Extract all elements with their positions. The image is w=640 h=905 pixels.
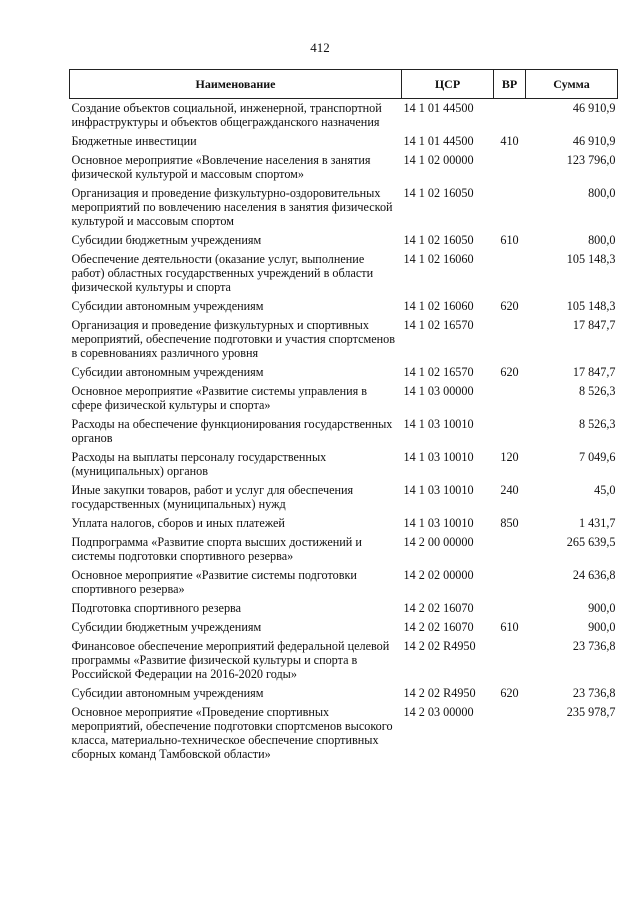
cell-name: Подготовка спортивного резерва bbox=[71, 601, 242, 615]
table-row bbox=[70, 297, 618, 316]
cell-name: Субсидии автономным учреждениям bbox=[71, 686, 264, 700]
cell-sum: 8 526,3 bbox=[578, 384, 616, 398]
table-row bbox=[70, 637, 618, 684]
cell-sum: 235 978,7 bbox=[566, 705, 616, 719]
cell-vr: 620 bbox=[500, 299, 519, 313]
cell-csr: 14 1 01 44500 bbox=[403, 101, 474, 115]
cell-vr bbox=[494, 382, 526, 415]
cell-name: Подпрограмма «Развитие спорта высших достижений и системы подготовки спортивного резерва» bbox=[71, 535, 362, 563]
cell-csr: 14 1 03 10010 bbox=[403, 450, 474, 464]
cell-name: Бюджетные инвестиции bbox=[71, 134, 197, 148]
table-body bbox=[70, 99, 618, 765]
cell-vr: 610 bbox=[500, 233, 519, 247]
table-header bbox=[70, 70, 618, 99]
table-row bbox=[70, 566, 618, 599]
cell-vr: 620 bbox=[500, 686, 519, 700]
cell-sum: 8 526,3 bbox=[578, 417, 616, 431]
column-header-sum: Сумма bbox=[526, 70, 618, 99]
table-row bbox=[70, 618, 618, 637]
cell-vr: 240 bbox=[500, 483, 519, 497]
table-row bbox=[70, 151, 618, 184]
cell-name: Организация и проведение физкультурно-оздоровительных мероприятий по вовлечению населения в занятия физической культурой и массовым спортом bbox=[71, 186, 393, 228]
cell-csr: 14 2 02 16070 bbox=[403, 620, 474, 634]
table-row bbox=[70, 448, 618, 481]
cell-csr: 14 2 03 00000 bbox=[403, 705, 474, 719]
cell-vr: 850 bbox=[500, 516, 519, 530]
cell-sum: 900,0 bbox=[588, 601, 616, 615]
cell-name: Расходы на обеспечение функционирования государственных органов bbox=[71, 417, 393, 445]
cell-vr bbox=[494, 599, 526, 618]
table-row bbox=[70, 363, 618, 382]
cell-name: Субсидии автономным учреждениям bbox=[71, 365, 264, 379]
cell-name: Субсидии бюджетным учреждениям bbox=[71, 620, 262, 634]
cell-sum: 265 639,5 bbox=[566, 535, 616, 549]
cell-sum: 23 736,8 bbox=[572, 639, 616, 653]
cell-csr: 14 1 03 10010 bbox=[403, 516, 474, 530]
cell-csr: 14 1 02 16570 bbox=[403, 365, 474, 379]
cell-sum: 7 049,6 bbox=[578, 450, 616, 464]
cell-sum: 1 431,7 bbox=[578, 516, 616, 530]
cell-vr bbox=[494, 415, 526, 448]
cell-name: Субсидии бюджетным учреждениям bbox=[71, 233, 262, 247]
table-row bbox=[70, 99, 618, 133]
cell-name: Финансовое обеспечение мероприятий федеральной целевой программы «Развитие физической культуры и спорта в Российской Федерации на 2016-2020 годы» bbox=[71, 639, 390, 681]
cell-vr: 620 bbox=[500, 365, 519, 379]
table-row bbox=[70, 132, 618, 151]
table-row bbox=[70, 599, 618, 618]
cell-sum: 17 847,7 bbox=[572, 365, 616, 379]
cell-csr: 14 2 02 R4950 bbox=[403, 686, 476, 700]
cell-csr: 14 1 03 00000 bbox=[403, 384, 474, 398]
cell-sum: 46 910,9 bbox=[572, 101, 616, 115]
cell-vr bbox=[494, 151, 526, 184]
cell-name: Организация и проведение физкультурных и спортивных мероприятий, обеспечение подготовки и участия спортсменов в соревнованиях различного уровня bbox=[71, 318, 395, 360]
cell-sum: 123 796,0 bbox=[566, 153, 616, 167]
table-row bbox=[70, 514, 618, 533]
cell-vr bbox=[494, 316, 526, 363]
cell-vr bbox=[494, 99, 526, 133]
cell-name: Основное мероприятие «Вовлечение населения в занятия физической культурой и массовым спортом» bbox=[71, 153, 371, 181]
cell-vr bbox=[494, 703, 526, 764]
cell-vr bbox=[494, 250, 526, 297]
cell-csr: 14 1 03 10010 bbox=[403, 417, 474, 431]
table-row bbox=[70, 684, 618, 703]
cell-vr: 410 bbox=[500, 134, 519, 148]
table-row bbox=[70, 250, 618, 297]
header-row bbox=[70, 70, 618, 99]
cell-vr bbox=[494, 533, 526, 566]
column-header-csr: ЦСР bbox=[402, 70, 494, 99]
cell-sum: 45,0 bbox=[594, 483, 616, 497]
cell-sum: 800,0 bbox=[588, 186, 616, 200]
table-row bbox=[70, 415, 618, 448]
table-row bbox=[70, 382, 618, 415]
cell-sum: 105 148,3 bbox=[566, 299, 616, 313]
cell-csr: 14 2 02 16070 bbox=[403, 601, 474, 615]
cell-sum: 900,0 bbox=[588, 620, 616, 634]
table-row bbox=[70, 703, 618, 764]
cell-vr bbox=[494, 184, 526, 231]
column-header-name: Наименование bbox=[70, 70, 402, 99]
cell-name: Расходы на выплаты персоналу государственных (муниципальных) органов bbox=[71, 450, 327, 478]
cell-name: Создание объектов социальной, инженерной, транспортной инфраструктуры и объектов общегражданского назначения bbox=[71, 101, 382, 129]
cell-csr: 14 1 02 16060 bbox=[403, 252, 474, 266]
table-row bbox=[70, 184, 618, 231]
cell-csr: 14 1 02 16060 bbox=[403, 299, 474, 313]
page-number: 412 bbox=[310, 40, 330, 55]
cell-name: Основное мероприятие «Развитие системы подготовки спортивного резерва» bbox=[71, 568, 357, 596]
column-header-vr: ВР bbox=[494, 70, 526, 99]
cell-sum: 23 736,8 bbox=[572, 686, 616, 700]
cell-name: Иные закупки товаров, работ и услуг для обеспечения государственных (муниципальных) нужд bbox=[71, 483, 354, 511]
table-row bbox=[70, 533, 618, 566]
cell-sum: 46 910,9 bbox=[572, 134, 616, 148]
budget-table bbox=[69, 69, 618, 764]
cell-sum: 24 636,8 bbox=[572, 568, 616, 582]
table-row bbox=[70, 231, 618, 250]
cell-csr: 14 1 03 10010 bbox=[403, 483, 474, 497]
cell-name: Уплата налогов, сборов и иных платежей bbox=[71, 516, 285, 530]
cell-sum: 800,0 bbox=[588, 233, 616, 247]
table-row bbox=[70, 481, 618, 514]
table-row bbox=[70, 316, 618, 363]
cell-csr: 14 1 01 44500 bbox=[403, 134, 474, 148]
cell-csr: 14 1 02 16050 bbox=[403, 186, 474, 200]
cell-name: Основное мероприятие «Проведение спортивных мероприятий, обеспечение подготовки спортсменов высокого класса, материально-техническое обеспечение спортивных сборных команд Тамбовской области» bbox=[71, 705, 393, 761]
cell-csr: 14 2 02 00000 bbox=[403, 568, 474, 582]
cell-name: Субсидии автономным учреждениям bbox=[71, 299, 264, 313]
cell-csr: 14 2 00 00000 bbox=[403, 535, 474, 549]
cell-csr: 14 1 02 16050 bbox=[403, 233, 474, 247]
cell-vr bbox=[494, 566, 526, 599]
cell-vr: 610 bbox=[500, 620, 519, 634]
cell-sum: 17 847,7 bbox=[572, 318, 616, 332]
cell-csr: 14 1 02 16570 bbox=[403, 318, 474, 332]
cell-vr: 120 bbox=[500, 450, 519, 464]
cell-vr bbox=[494, 637, 526, 684]
cell-csr: 14 2 02 R4950 bbox=[403, 639, 476, 653]
cell-name: Основное мероприятие «Развитие системы управления в сфере физической культуры и спорта» bbox=[71, 384, 368, 412]
cell-csr: 14 1 02 00000 bbox=[403, 153, 474, 167]
cell-sum: 105 148,3 bbox=[566, 252, 616, 266]
cell-name: Обеспечение деятельности (оказание услуг, выполнение работ) областных государственных учреждений в области физической культуры и спорта bbox=[71, 252, 374, 294]
